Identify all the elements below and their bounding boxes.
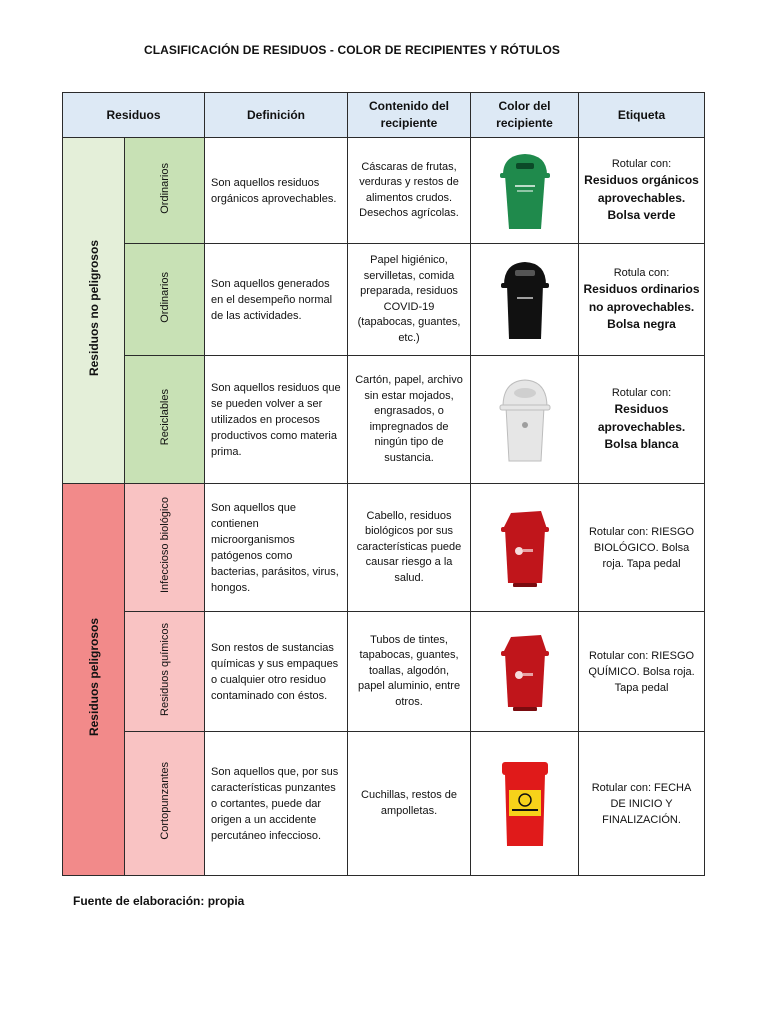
row-label: Rotular con: FECHA DE INICIO Y FINALIZACIÓN. — [579, 732, 705, 876]
label-main: Residuos orgánicos aprovechables. Bolsa verde — [584, 173, 699, 223]
label-prefix: Rotular con: — [611, 387, 672, 400]
row-type: Ordinarios — [158, 162, 171, 214]
red-pedal-bin-icon — [497, 631, 553, 713]
page-title: CLASIFICACIÓN DE RESIDUOS - COLOR DE RECIPIENTES Y RÓTULOS — [143, 43, 561, 57]
waste-classification-table — [62, 92, 705, 876]
row-type-cell — [125, 732, 205, 876]
table-row — [63, 356, 705, 484]
row-type-cell — [125, 356, 205, 484]
row-label — [579, 244, 705, 356]
table-row — [63, 612, 705, 732]
table-row — [63, 138, 705, 244]
header-residuos: Residuos — [63, 93, 205, 138]
label-main: Residuos ordinarios no aprovechables. Bolsa negra — [583, 282, 700, 332]
row-definition: Son aquellos residuos que se pueden volver a ser utilizados en procesos productivos como materia prima. — [205, 356, 348, 484]
row-label: Rotular con: RIESGO QUÍMICO. Bolsa roja. Tapa pedal — [579, 612, 705, 732]
row-type: Cortopunzantes — [158, 762, 171, 840]
row-definition: Son aquellos generados en el desempeño normal de las actividades. — [205, 244, 348, 356]
red-pedal-bin-icon — [497, 507, 553, 589]
header-etiqueta: Etiqueta — [579, 93, 705, 138]
group-label: Residuos no peligrosos — [86, 239, 101, 377]
row-label — [579, 356, 705, 484]
row-definition: Son aquellos que, por sus características punzantes o cortantes, puede dar origen a un accidente percutáneo infeccioso. — [205, 732, 348, 876]
header-contenido: Contenido del recipiente — [348, 93, 471, 138]
table-row — [63, 244, 705, 356]
header-row — [63, 93, 705, 138]
black-bin-icon — [495, 257, 555, 343]
row-type-cell — [125, 612, 205, 732]
row-type-cell — [125, 138, 205, 244]
table-row — [63, 732, 705, 876]
row-content: Cáscaras de frutas, verduras y restos de alimentos crudos. Desechos agrícolas. — [348, 138, 471, 244]
row-label: Rotular con: RIESGO BIOLÓGICO. Bolsa roja. Tapa pedal — [579, 484, 705, 612]
label-prefix: Rotular con: — [611, 158, 672, 171]
row-content: Cuchillas, restos de ampolletas. — [348, 732, 471, 876]
row-definition: Son aquellos que contienen microorganismos patógenos como bacterias, parásitos, virus, hongos. — [205, 484, 348, 612]
row-content: Papel higiénico, servilletas, comida preparada, residuos COVID-19 (tapabocas, guantes, etc.) — [348, 244, 471, 356]
row-type: Residuos químicos — [158, 622, 171, 716]
row-definition: Son restos de sustancias químicas y sus empaques o cualquier otro residuo contaminado con éstos. — [205, 612, 348, 732]
bin-cell — [471, 138, 579, 244]
header-color: Color del recipiente — [471, 93, 579, 138]
row-type: Reciclables — [158, 388, 171, 446]
table-row — [63, 484, 705, 612]
row-content: Cabello, residuos biológicos por sus características puede causar riesgo a la salud. — [348, 484, 471, 612]
green-bin-icon — [495, 149, 555, 233]
row-type: Infeccioso biológico — [158, 496, 171, 593]
group-peligrosos — [63, 484, 125, 876]
bin-cell — [471, 484, 579, 612]
row-type-cell — [125, 244, 205, 356]
sharps-container-icon — [496, 758, 554, 850]
bin-cell — [471, 732, 579, 876]
group-label: Residuos peligrosos — [86, 617, 101, 737]
group-no-peligrosos — [63, 138, 125, 484]
bin-cell — [471, 612, 579, 732]
header-definicion: Definición — [205, 93, 348, 138]
white-bin-icon — [494, 375, 556, 465]
label-main: Residuos aprovechables. Bolsa blanca — [597, 402, 686, 452]
row-definition: Son aquellos residuos orgánicos aprovechables. — [205, 138, 348, 244]
row-content: Cartón, papel, archivo sin estar mojados, engrasados, o impregnados de ningún tipo de sustancia. — [348, 356, 471, 484]
source-note: Fuente de elaboración: propia — [73, 894, 245, 908]
row-type-cell — [125, 484, 205, 612]
row-content: Tubos de tintes, tapabocas, guantes, toallas, algodón, papel aluminio, entre otros. — [348, 612, 471, 732]
bin-cell — [471, 244, 579, 356]
label-prefix: Rotula con: — [613, 267, 670, 280]
row-label — [579, 138, 705, 244]
row-type: Ordinarios — [158, 271, 171, 323]
bin-cell — [471, 356, 579, 484]
